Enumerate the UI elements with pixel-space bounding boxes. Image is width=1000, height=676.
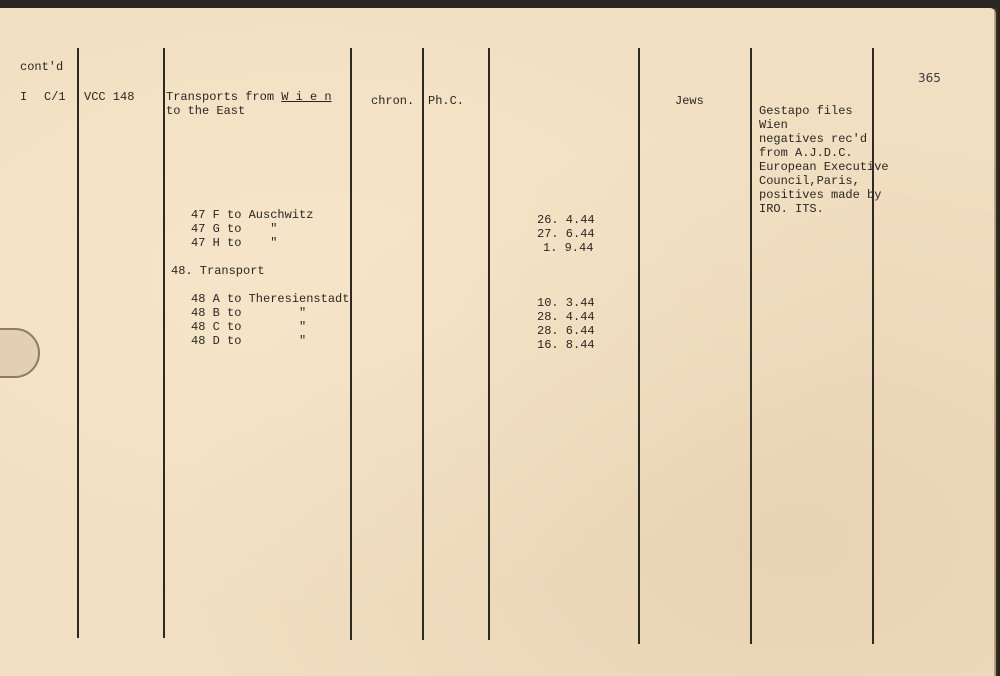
column-rule	[422, 48, 424, 640]
transport-heading: 48. Transport	[171, 264, 265, 278]
note-line: Wien	[759, 118, 788, 132]
transport-date: 28. 6.44	[537, 324, 595, 338]
column-rule	[638, 48, 640, 644]
transport-date: 10. 3.44	[537, 296, 595, 310]
transport-label: 48 C to "	[191, 320, 307, 334]
note-line: Gestapo files	[759, 104, 853, 118]
continuation-label: cont'd	[20, 60, 64, 74]
note-line: negatives rec'd	[759, 132, 868, 146]
reference-code: VCC 148	[84, 90, 135, 104]
title-prefix: Transports from	[166, 90, 282, 104]
column-rule	[750, 48, 752, 644]
title-place: W i e n	[281, 90, 332, 104]
transport-label: 47 G to "	[191, 222, 278, 236]
column-rule	[872, 48, 874, 644]
column-rule	[350, 48, 352, 640]
column-rule	[488, 48, 490, 640]
subsection-code: C/1	[44, 90, 66, 104]
arrangement: chron.	[371, 94, 415, 108]
transport-label: 48 D to "	[191, 334, 307, 348]
page-number: 365	[918, 71, 941, 85]
transport-date: 16. 8.44	[537, 338, 595, 352]
note-line: from A.J.D.C.	[759, 146, 853, 160]
record-title	[166, 90, 332, 104]
card-edge	[994, 8, 1000, 676]
transport-label: 47 H to "	[191, 236, 278, 250]
transport-label: 48 A to Theresienstadt	[191, 292, 350, 306]
note-line: European Executive	[759, 160, 889, 174]
index-card	[0, 8, 996, 676]
transport-date: 1. 9.44	[543, 241, 594, 255]
card-tab	[0, 328, 40, 378]
transport-date: 26. 4.44	[537, 213, 595, 227]
transport-date: 28. 4.44	[537, 310, 595, 324]
note-line: IRO. ITS.	[759, 202, 824, 216]
note-line: Council,Paris,	[759, 174, 860, 188]
transport-label: 48 B to "	[191, 306, 307, 320]
note-line: positives made by	[759, 188, 882, 202]
format: Ph.C.	[428, 94, 465, 108]
transport-label: 47 F to Auschwitz	[191, 208, 314, 222]
section-code: I	[20, 90, 28, 104]
category: Jews	[675, 94, 704, 108]
column-rule	[163, 48, 165, 638]
transport-date: 27. 6.44	[537, 227, 595, 241]
record-title-line2: to the East	[166, 104, 246, 118]
column-rule	[77, 48, 79, 638]
